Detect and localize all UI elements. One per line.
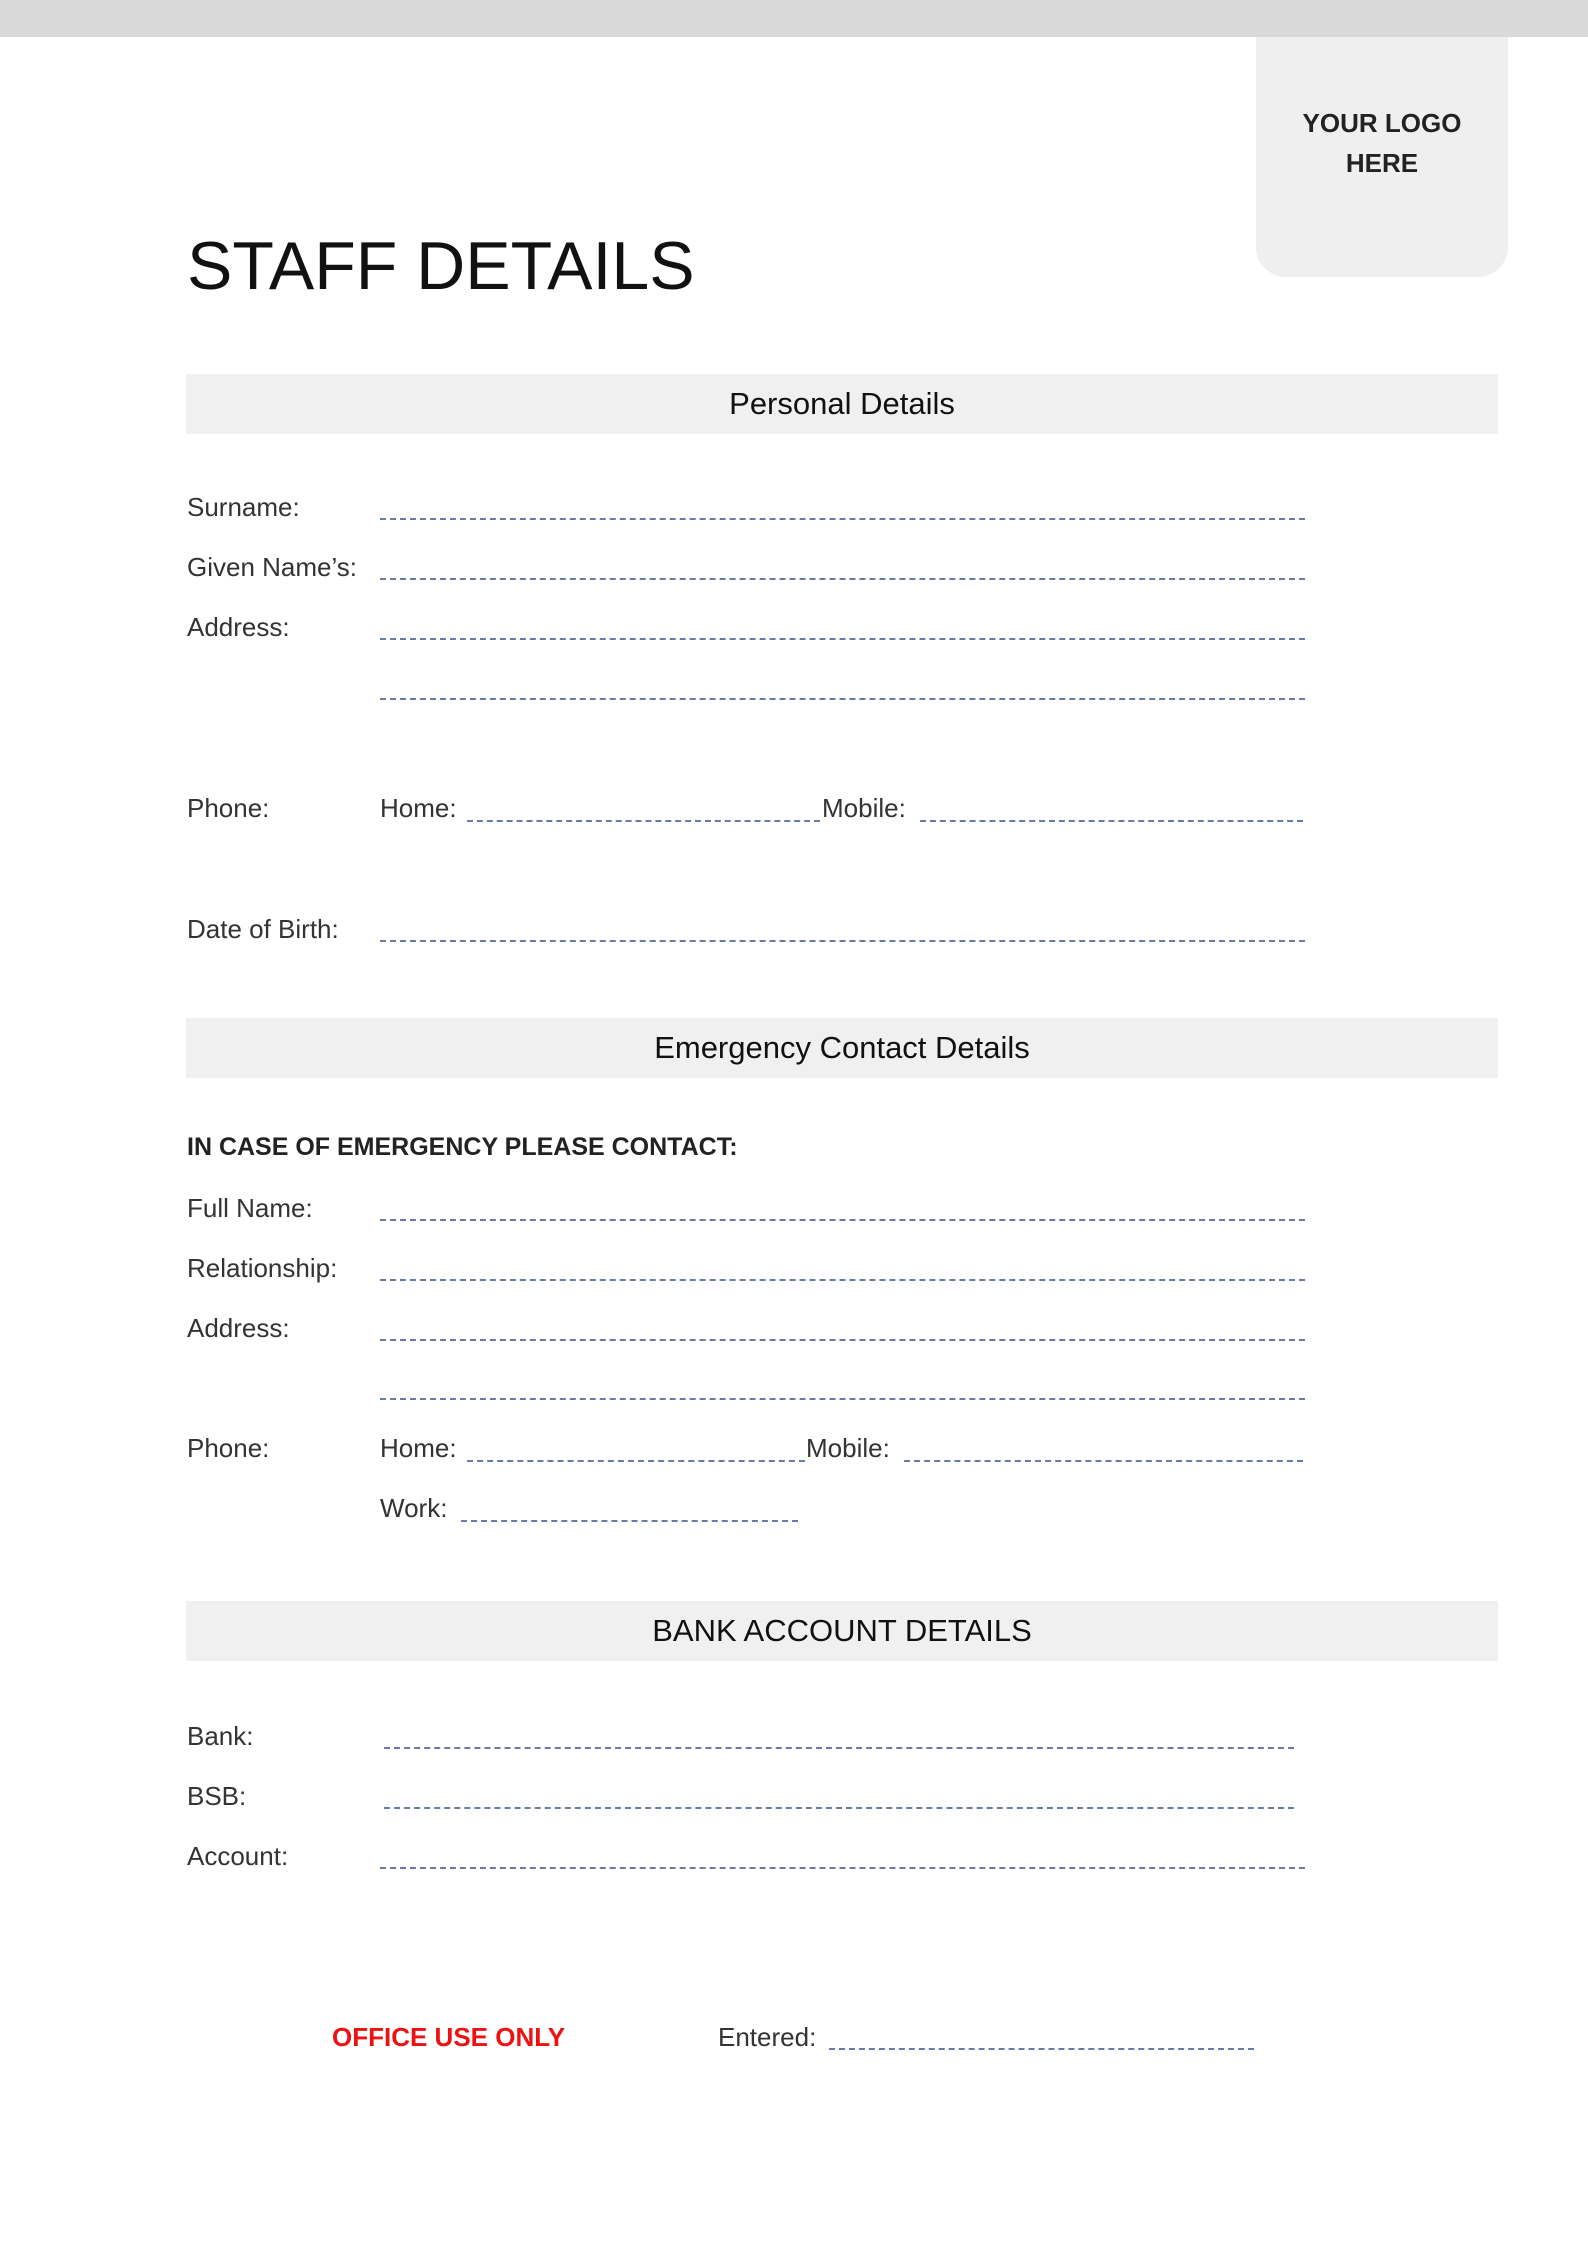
emergency-address-field-line-1[interactable] [380, 1339, 1305, 1341]
bsb-label: BSB: [187, 1781, 247, 1811]
emergency-work-field[interactable] [461, 1520, 798, 1522]
address-label: Address: [187, 612, 290, 642]
given-names-field[interactable] [380, 578, 1305, 580]
emergency-instruction: IN CASE OF EMERGENCY PLEASE CONTACT: [187, 1133, 738, 1161]
mobile-phone-field[interactable] [920, 820, 1303, 822]
emergency-mobile-label: Mobile: [806, 1433, 890, 1463]
logo-text: YOUR LOGO HERE [1302, 108, 1462, 178]
bsb-field[interactable] [384, 1807, 1294, 1809]
address-field-line-1[interactable] [380, 638, 1305, 640]
phone-label: Phone: [187, 793, 270, 823]
home-phone-label: Home: [380, 793, 457, 823]
emergency-mobile-field[interactable] [904, 1460, 1303, 1462]
home-phone-field[interactable] [467, 820, 820, 822]
bank-field[interactable] [384, 1747, 1294, 1749]
account-field[interactable] [380, 1867, 1305, 1869]
personal-details-header: Personal Details [186, 374, 1498, 434]
address-field-line-2[interactable] [380, 698, 1305, 700]
logo-placeholder [1256, 37, 1508, 277]
emergency-phone-label: Phone: [187, 1433, 270, 1463]
entered-field[interactable] [829, 2048, 1254, 2050]
emergency-home-label: Home: [380, 1433, 457, 1463]
relationship-field[interactable] [380, 1279, 1305, 1281]
bank-label: Bank: [187, 1721, 254, 1751]
emergency-work-label: Work: [380, 1493, 448, 1523]
dob-field[interactable] [380, 940, 1305, 942]
bank-details-header: BANK ACCOUNT DETAILS [186, 1601, 1498, 1661]
full-name-label: Full Name: [187, 1193, 313, 1223]
viewer-top-bar [0, 0, 1588, 37]
given-names-label: Given Name’s: [187, 552, 358, 582]
surname-field[interactable] [380, 518, 1305, 520]
dob-label: Date of Birth: [187, 914, 339, 944]
office-use-only-label: OFFICE USE ONLY [332, 2022, 566, 2052]
emergency-details-header: Emergency Contact Details [186, 1018, 1498, 1078]
entered-label: Entered: [718, 2022, 817, 2052]
emergency-address-field-line-2[interactable] [380, 1398, 1305, 1400]
emergency-address-label: Address: [187, 1313, 290, 1343]
full-name-field[interactable] [380, 1219, 1305, 1221]
mobile-phone-label: Mobile: [822, 793, 906, 823]
surname-label: Surname: [187, 492, 300, 522]
page-title: STAFF DETAILS [187, 228, 695, 304]
relationship-label: Relationship: [187, 1253, 338, 1283]
account-label: Account: [187, 1841, 289, 1871]
emergency-home-field[interactable] [467, 1460, 805, 1462]
